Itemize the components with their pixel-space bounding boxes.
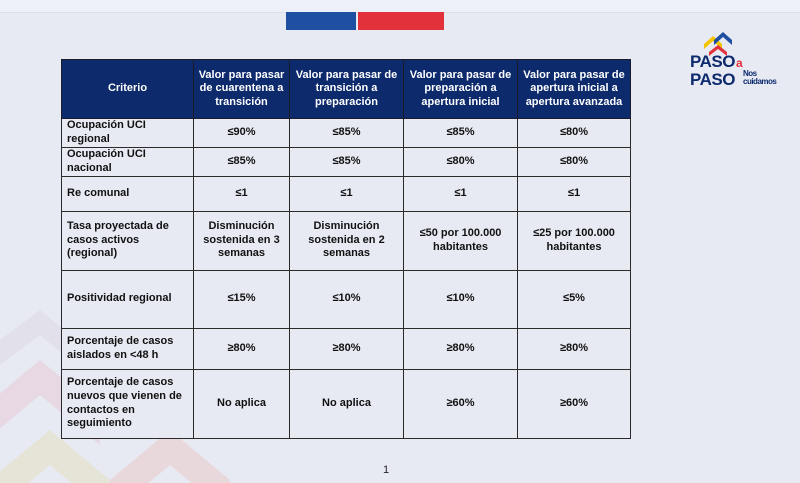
header-transicion-preparacion: Valor para pasar de transición a preparación xyxy=(290,60,404,119)
header-criterio: Criterio xyxy=(62,60,194,119)
header-apertura-avanzada: Valor para pasar de apertura inicial a apertura avanzada xyxy=(518,60,631,119)
value-cell: ≤5% xyxy=(518,270,631,328)
table-row xyxy=(62,211,631,270)
value-cell: ≥80% xyxy=(404,328,518,369)
value-cell: ≤85% xyxy=(404,119,518,148)
criterio-cell: Porcentaje de casos aislados en <48 h xyxy=(62,328,194,369)
value-cell: ≤1 xyxy=(404,176,518,211)
logo-paso-top: PASO xyxy=(690,52,735,71)
header-cuarentena-transicion: Valor para pasar de cuarentena a transición xyxy=(194,60,290,119)
value-cell: ≥60% xyxy=(404,369,518,438)
value-cell: Disminución sostenida en 2 semanas xyxy=(290,211,404,270)
criterio-cell: Ocupación UCI regional xyxy=(62,119,194,148)
value-cell: ≤50 por 100.000 habitantes xyxy=(404,211,518,270)
value-cell: ≤80% xyxy=(404,148,518,177)
value-cell: ≤85% xyxy=(290,119,404,148)
logo-a: a xyxy=(736,56,743,70)
value-cell: ≤10% xyxy=(290,270,404,328)
value-cell: ≥60% xyxy=(518,369,631,438)
value-cell: ≥80% xyxy=(290,328,404,369)
value-cell: ≤1 xyxy=(194,176,290,211)
criterio-cell: Tasa proyectada de casos activos (regional) xyxy=(62,211,194,270)
value-cell: ≤85% xyxy=(194,148,290,177)
brand-stripe-red xyxy=(358,12,444,30)
value-cell: ≤90% xyxy=(194,119,290,148)
value-cell: ≤80% xyxy=(518,148,631,177)
logo-tagline-2: cuidamos xyxy=(743,77,777,86)
page-number: 1 xyxy=(383,464,390,476)
value-cell: Disminución sostenida en 3 semanas xyxy=(194,211,290,270)
value-cell: No aplica xyxy=(194,369,290,438)
table-row xyxy=(62,119,631,148)
table-header-row xyxy=(62,60,631,119)
paso-a-paso-logo xyxy=(686,30,786,92)
criterio-cell: Re comunal xyxy=(62,176,194,211)
table-row xyxy=(62,270,631,328)
value-cell: ≤80% xyxy=(518,119,631,148)
logo-paso-bottom: PASO xyxy=(690,70,735,89)
value-cell: ≤1 xyxy=(518,176,631,211)
value-cell: ≤15% xyxy=(194,270,290,328)
table-row xyxy=(62,328,631,369)
criterio-cell: Porcentaje de casos nuevos que vienen de contactos en seguimiento xyxy=(62,369,194,438)
criterio-cell: Positividad regional xyxy=(62,270,194,328)
logo-tagline-1: Nos xyxy=(743,69,757,78)
table-row xyxy=(62,176,631,211)
value-cell: ≤25 por 100.000 habitantes xyxy=(518,211,631,270)
criteria-table xyxy=(61,59,631,439)
value-cell: No aplica xyxy=(290,369,404,438)
value-cell: ≤85% xyxy=(290,148,404,177)
value-cell: ≤1 xyxy=(290,176,404,211)
value-cell: ≥80% xyxy=(518,328,631,369)
brand-stripe-blue xyxy=(286,12,356,30)
value-cell: ≤10% xyxy=(404,270,518,328)
header-preparacion-apertura: Valor para pasar de preparación a apertura inicial xyxy=(404,60,518,119)
table-row xyxy=(62,148,631,177)
table-row xyxy=(62,369,631,438)
criterio-cell: Ocupación UCI nacional xyxy=(62,148,194,177)
value-cell: ≥80% xyxy=(194,328,290,369)
